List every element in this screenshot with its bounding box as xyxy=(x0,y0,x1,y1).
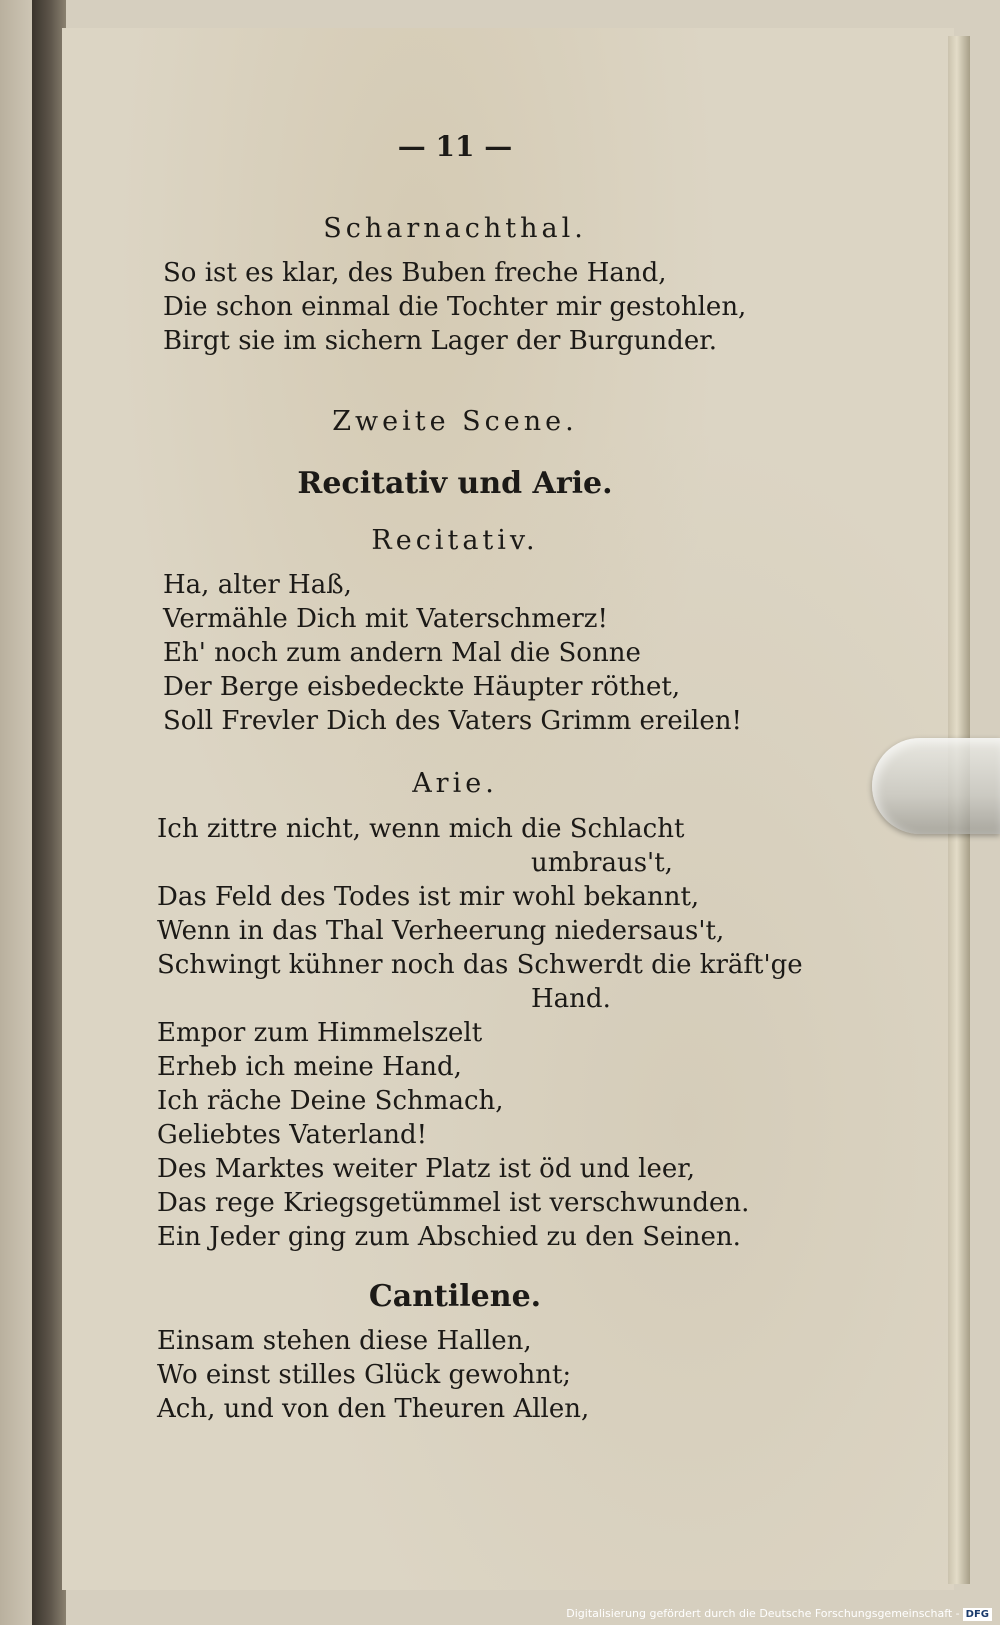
subsection-heading: Recitativ. xyxy=(371,525,539,556)
speaker-name: Scharnachthal. xyxy=(323,213,587,244)
text-line-continuation: umbraus't, xyxy=(531,848,673,878)
text-line: Ich räche Deine Schmach, xyxy=(157,1086,504,1116)
text-line: Das Feld des Todes ist mir wohl bekannt, xyxy=(157,882,700,912)
credit-text: Digitalisierung gefördert durch die Deutsche Forschungsgemeinschaft - xyxy=(566,1607,960,1620)
text-line: Das rege Kriegsgetümmel ist verschwunden. xyxy=(157,1188,750,1218)
section-heading: Recitativ und Arie. xyxy=(297,466,613,501)
text-line: Einsam stehen diese Hallen, xyxy=(157,1326,532,1356)
text-line: Des Marktes weiter Platz ist öd und leer, xyxy=(157,1154,696,1184)
section-heading: Cantilene. xyxy=(368,1279,542,1314)
text-line: Der Berge eisbedeckte Häupter röthet, xyxy=(163,672,681,702)
text-line: So ist es klar, des Buben freche Hand, xyxy=(163,258,667,288)
text-line: Schwingt kühner noch das Schwerdt die kräft'ge xyxy=(157,950,803,980)
dfg-logo: DFG xyxy=(963,1608,992,1621)
text-line: Ach, und von den Theuren Allen, xyxy=(157,1394,590,1424)
text-line: Geliebtes Vaterland! xyxy=(157,1120,428,1150)
text-line: Empor zum Himmelszelt xyxy=(157,1018,483,1048)
digitization-credit xyxy=(566,1606,992,1622)
page-clip-tab xyxy=(872,738,1000,834)
text-line: Wenn in das Thal Verheerung niedersaus't, xyxy=(157,916,725,946)
book-gutter xyxy=(32,0,66,1625)
text-line: Eh' noch zum andern Mal die Sonne xyxy=(163,638,641,668)
text-line: Ein Jeder ging zum Abschied zu den Seinen. xyxy=(157,1222,741,1252)
text-line: Die schon einmal die Tochter mir gestohlen, xyxy=(163,292,747,322)
scene-heading: Zweite Scene. xyxy=(332,406,578,437)
text-line: Erheb ich meine Hand, xyxy=(157,1052,462,1082)
text-line: Wo einst stilles Glück gewohnt; xyxy=(157,1360,572,1390)
text-line: Ha, alter Haß, xyxy=(163,570,352,600)
text-line: Vermähle Dich mit Vaterschmerz! xyxy=(163,604,608,634)
text-line: Birgt sie im sichern Lager der Burgunder. xyxy=(163,326,718,356)
subsection-heading: Arie. xyxy=(412,768,498,799)
text-line: Soll Frevler Dich des Vaters Grimm ereilen! xyxy=(163,706,742,736)
text-line-continuation: Hand. xyxy=(531,984,611,1014)
page-number: — 11 — xyxy=(397,130,513,163)
text-line: Ich zittre nicht, wenn mich die Schlacht xyxy=(157,814,685,844)
